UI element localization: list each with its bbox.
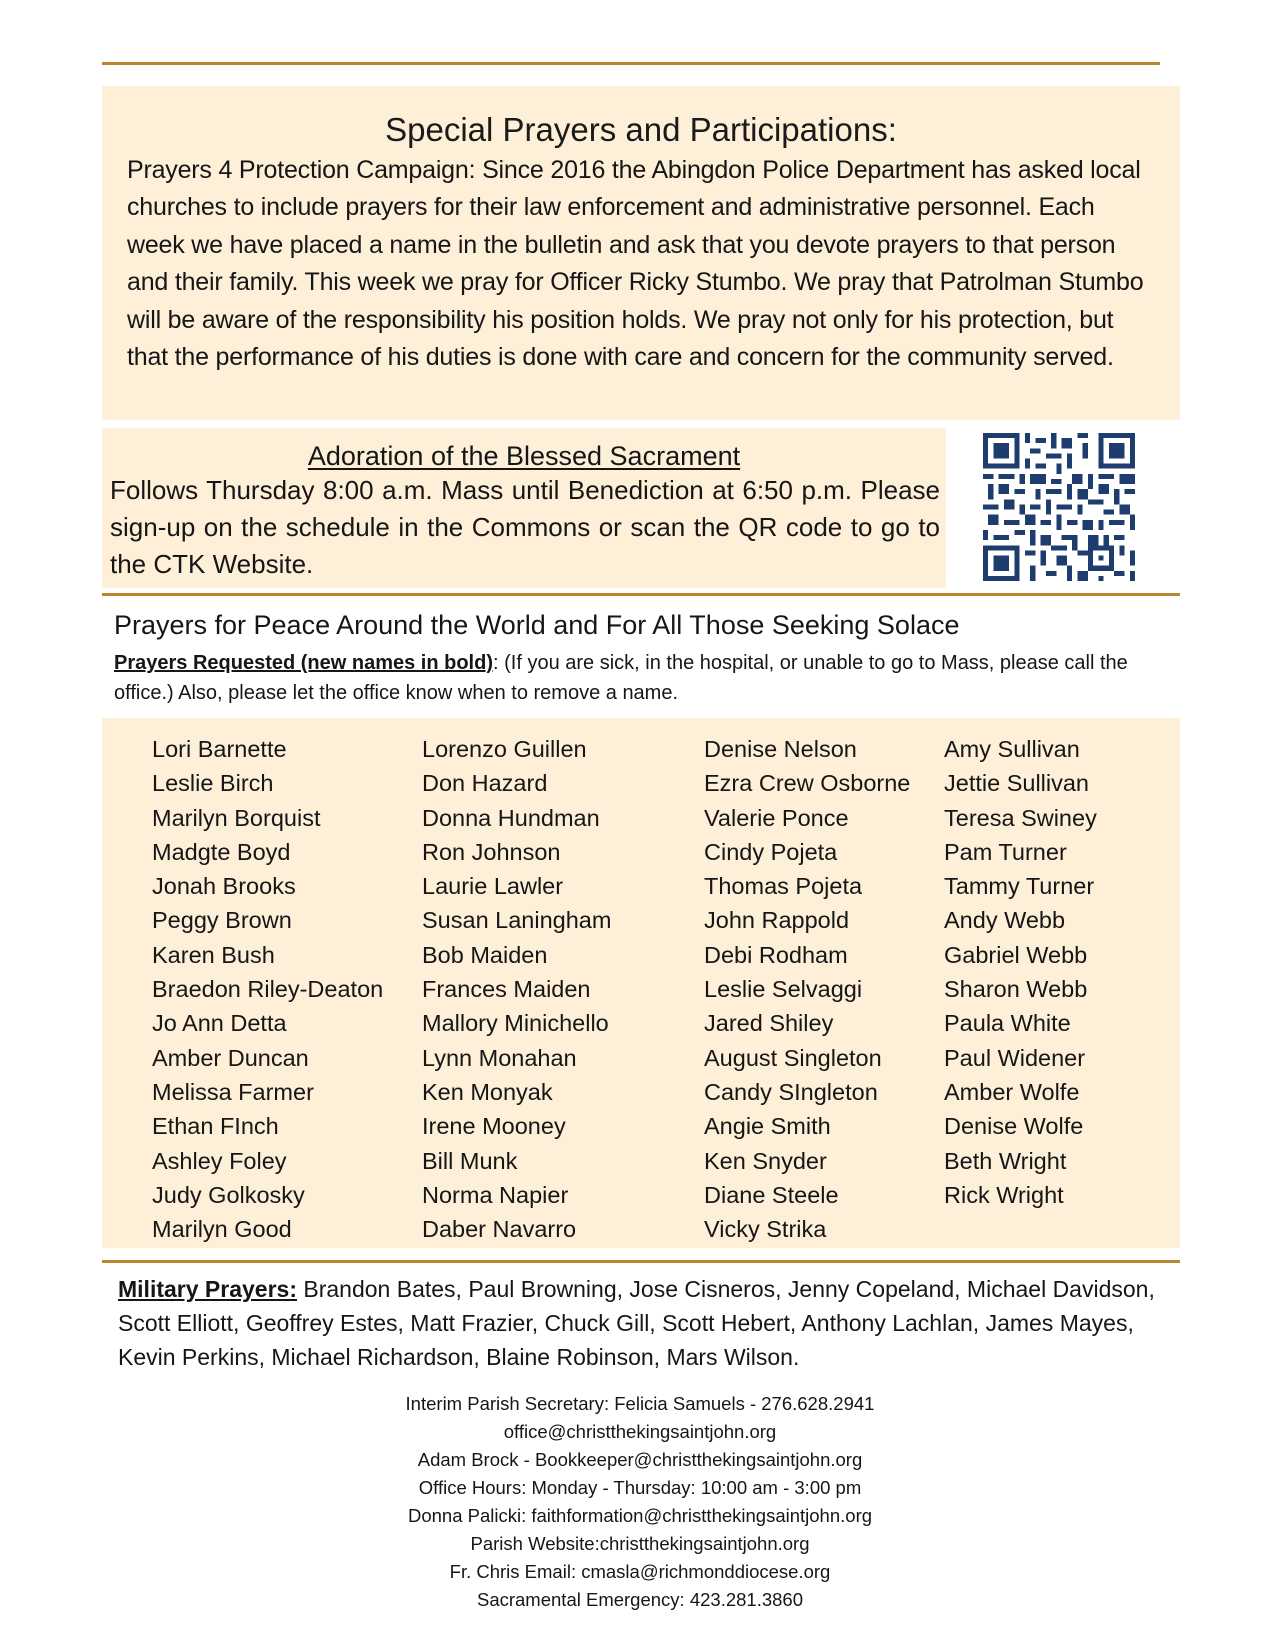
list-item: Lynn Monahan	[422, 1044, 577, 1071]
office-hours: Office Hours: Monday - Thursday: 10:00 am - 3:00 pm	[418, 1477, 862, 1498]
list-item: Ken Snyder	[704, 1147, 827, 1174]
list-item: Ron Johnson	[422, 838, 561, 865]
qr-code-icon[interactable]	[983, 433, 1135, 581]
list-item: Frances Maiden	[422, 976, 591, 1003]
parish-contact-footer	[300, 1390, 980, 1614]
list-item: Ashley Foley	[152, 1147, 287, 1174]
list-item: Ken Monyak	[422, 1078, 553, 1105]
list-item: Andy Webb	[944, 907, 1066, 934]
list-item: Teresa Swiney	[944, 804, 1097, 831]
list-item: Paula White	[944, 1010, 1071, 1037]
list-item: Braedon Riley-Deaton	[152, 976, 384, 1003]
list-item: Marilyn Borquist	[152, 804, 321, 831]
list-item: Denise Nelson	[704, 736, 857, 762]
list-item: Leslie Birch	[152, 770, 274, 797]
list-item: Karen Bush	[152, 941, 275, 968]
list-item: Jared Shiley	[704, 1010, 834, 1037]
adoration-text: Follows Thursday 8:00 a.m. Mass until Benediction at 6:50 p.m. Please sign-up on the schedule in the Commons or scan the QR code to go to the CTK Website.	[110, 475, 940, 579]
list-item: Cindy Pojeta	[704, 838, 838, 865]
names-column-4	[944, 732, 1097, 1212]
names-column-3	[704, 732, 910, 1246]
list-item: Don Hazard	[422, 770, 548, 797]
list-item: Judy Golkosky	[152, 1181, 305, 1208]
list-item: Melissa Farmer	[152, 1078, 314, 1105]
list-item: Bill Munk	[422, 1147, 518, 1174]
military-prayers	[118, 1272, 1168, 1374]
list-item: Ezra Crew Osborne	[704, 770, 911, 797]
list-item: Debi Rodham	[704, 941, 848, 968]
list-item: Diane Steele	[704, 1181, 839, 1208]
adoration-section	[102, 428, 946, 588]
section-divider	[102, 593, 1180, 596]
military-prayers-label: Military Prayers:	[118, 1276, 297, 1302]
list-item: Irene Mooney	[422, 1113, 566, 1140]
list-item: Beth Wright	[944, 1147, 1067, 1174]
names-column-1	[152, 732, 383, 1246]
parish-website: Parish Website:christthekingsaintjohn.org	[470, 1533, 810, 1554]
section-divider	[102, 1260, 1180, 1263]
faith-formation-contact: Donna Palicki: faithformation@christthekingsaintjohn.org	[407, 1505, 873, 1526]
list-item: Jettie Sullivan	[944, 770, 1089, 797]
peace-prayers-heading: Prayers for Peace Around the World and For All Those Seeking Solace	[114, 610, 960, 640]
top-divider	[102, 62, 1160, 65]
list-item: Ethan FInch	[152, 1113, 279, 1140]
secretary-contact: Interim Parish Secretary: Felicia Samuels - 276.628.2941	[405, 1393, 875, 1414]
list-item: Amber Duncan	[152, 1044, 309, 1071]
list-item: Candy SIngleton	[704, 1078, 878, 1105]
list-item: Pam Turner	[944, 838, 1067, 865]
list-item: Mallory Minichello	[422, 1010, 609, 1037]
office-email: office@christthekingsaintjohn.org	[503, 1421, 777, 1442]
pastor-email: Fr. Chris Email: cmasla@richmonddiocese.org	[449, 1561, 831, 1582]
list-item: Jo Ann Detta	[152, 1010, 287, 1037]
list-item: August Singleton	[704, 1044, 882, 1071]
prayers-requested-note	[114, 648, 1164, 708]
list-item: Marilyn Good	[152, 1216, 292, 1243]
list-item: Peggy Brown	[152, 907, 292, 934]
list-item: Donna Hundman	[422, 804, 600, 831]
bookkeeper-contact: Adam Brock - Bookkeeper@christthekingsaintjohn.org	[417, 1449, 863, 1470]
list-item: Vicky Strika	[704, 1216, 827, 1243]
list-item: Bob Maiden	[422, 941, 548, 968]
list-item: Sharon Webb	[944, 976, 1088, 1003]
list-item: Norma Napier	[422, 1181, 569, 1208]
list-item: Valerie Ponce	[704, 804, 849, 831]
list-item: Leslie Selvaggi	[704, 976, 863, 1003]
list-item: Amy Sullivan	[944, 736, 1080, 762]
list-item: Rick Wright	[944, 1181, 1064, 1208]
list-item: Angie Smith	[704, 1113, 831, 1140]
list-item: Paul Widener	[944, 1044, 1086, 1071]
list-item: John Rappold	[704, 907, 850, 934]
list-item: Amber Wolfe	[944, 1078, 1080, 1105]
prayer-names-list	[102, 718, 1180, 1248]
adoration-heading: Adoration of the Blessed Sacrament	[307, 441, 741, 471]
list-item: Lori Barnette	[152, 736, 287, 762]
prayers-requested-instructions: : (If you are sick, in the hospital, or unable to go to Mass, please call the office.) Also, please let the office know when to remove a name.	[114, 652, 1128, 704]
names-column-2	[422, 732, 611, 1246]
list-item: Lorenzo Guillen	[422, 736, 587, 762]
list-item: Jonah Brooks	[152, 873, 296, 900]
military-prayers-names: Brandon Bates, Paul Browning, Jose Cisneros, Jenny Copeland, Michael Davidson, Scott Elliott, Geoffrey Estes, Matt Frazier, Chuck Gill, Scott Hebert, Anthony Lachlan, James Mayes, Kevin Perkins, Michael Richardson, Blaine Robinson, Mars Wilson.	[118, 1276, 1155, 1370]
list-item: Thomas Pojeta	[704, 873, 863, 900]
prayers-4-protection-text: Prayers 4 Protection Campaign: Since 2016 the Abingdon Police Department has asked local churches to include prayers for their law enforcement and administrative personnel. Each week we have placed a name in the bulletin and ask that you devote prayers to that person and their family. This week we pray for Officer Ricky Stumbo. We pray that Patrolman Stumbo will be aware of the responsibility his position holds. We pray not only for his protection, but that the performance of his duties is done with care and concern for the community served.	[127, 156, 1144, 372]
list-item: Denise Wolfe	[944, 1113, 1084, 1140]
list-item: Madgte Boyd	[152, 838, 291, 865]
list-item: Tammy Turner	[944, 873, 1095, 900]
list-item: Laurie Lawler	[422, 873, 564, 900]
special-prayers-heading: Special Prayers and Participations:	[385, 111, 897, 148]
list-item: Daber Navarro	[422, 1216, 577, 1243]
special-prayers-section	[102, 86, 1180, 420]
list-item: Susan Laningham	[422, 907, 612, 934]
sacramental-emergency: Sacramental Emergency: 423.281.3860	[476, 1589, 803, 1610]
list-item: Gabriel Webb	[944, 941, 1088, 968]
prayers-requested-label: Prayers Requested (new names in bold)	[114, 652, 493, 674]
